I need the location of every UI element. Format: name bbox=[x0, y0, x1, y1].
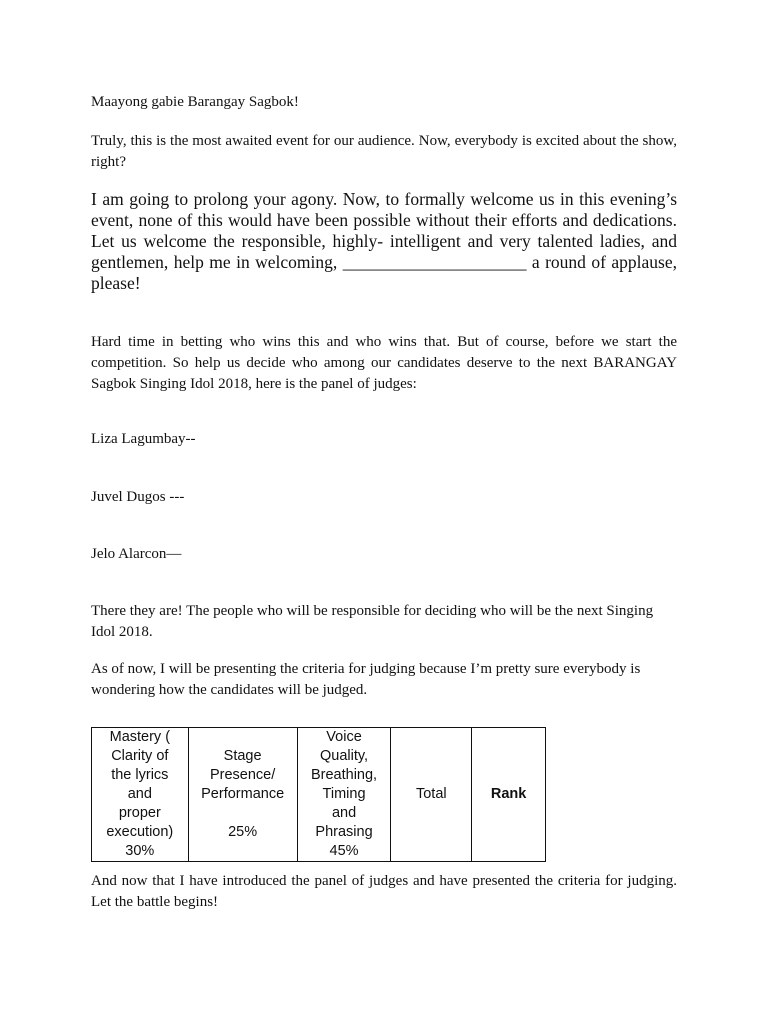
mastery-cell bbox=[92, 728, 189, 862]
greeting-text: Maayong gabie Barangay Sagbok! bbox=[91, 94, 299, 110]
voice-line: Breathing, bbox=[310, 767, 378, 783]
mastery-line: the lyrics bbox=[111, 767, 169, 783]
voice-quality-cell bbox=[297, 728, 391, 862]
mastery-weight: 30% bbox=[125, 843, 155, 859]
mastery-line: and bbox=[127, 786, 152, 802]
closing-paragraph: And now that I have introduced the panel of judges and have presented the criteria for judging. Let the battle begins! bbox=[91, 873, 677, 910]
judges-intro-paragraph: Hard time in betting who wins this and who wins that. But of course, before we start the competition. So help us decide who among our candidates deserve to the next BARANGAY Sagbok Singing Idol 2018, here is the panel of judges: bbox=[91, 334, 677, 392]
mastery-line: Mastery ( bbox=[109, 729, 171, 745]
stage-line: Stage bbox=[223, 748, 262, 764]
judge-name: Jelo Alarcon— bbox=[91, 546, 182, 562]
judge-name: Juvel Dugos --- bbox=[91, 489, 185, 505]
voice-line: and bbox=[331, 805, 357, 821]
welcome-paragraph: I am going to prolong your agony. Now, to formally welcome us in this evening’s event, none of this would have been possible without their efforts and dedications. Let us welcome the responsible, highly- intelligent and very talented ladies, and gentlemen, help me in welcoming, _____________________ a round of applause, please! bbox=[91, 189, 677, 293]
judge-name: Liza Lagumbay-- bbox=[91, 431, 196, 447]
stage-presence-cell bbox=[188, 728, 297, 862]
mastery-line: proper bbox=[118, 805, 161, 821]
total-cell: Total bbox=[391, 728, 472, 862]
stage-weight: 25% bbox=[228, 824, 258, 840]
stage-spacer bbox=[191, 804, 295, 823]
stage-line: Presence/ bbox=[209, 767, 276, 783]
there-they-are-paragraph: There they are! The people who will be responsible for deciding who will be the next Singing Idol 2018. bbox=[91, 603, 654, 640]
criteria-row bbox=[92, 728, 546, 862]
rank-cell: Rank bbox=[472, 728, 546, 862]
mastery-line: execution) bbox=[106, 824, 174, 840]
criteria-table bbox=[91, 727, 546, 862]
intro-paragraph: Truly, this is the most awaited event for our audience. Now, everybody is excited about the show, right? bbox=[91, 133, 677, 170]
criteria-intro-paragraph: As of now, I will be presenting the criteria for judging because I’m pretty sure everybody is wondering how the candidates will be judged. bbox=[91, 661, 641, 698]
stage-line: Performance bbox=[201, 786, 285, 802]
mastery-line: Clarity of bbox=[111, 748, 169, 764]
voice-weight: 45% bbox=[329, 843, 359, 859]
voice-line: Voice bbox=[326, 729, 362, 745]
voice-line: Phrasing bbox=[315, 824, 373, 840]
voice-line: Quality, bbox=[319, 748, 369, 764]
voice-line: Timing bbox=[322, 786, 366, 802]
